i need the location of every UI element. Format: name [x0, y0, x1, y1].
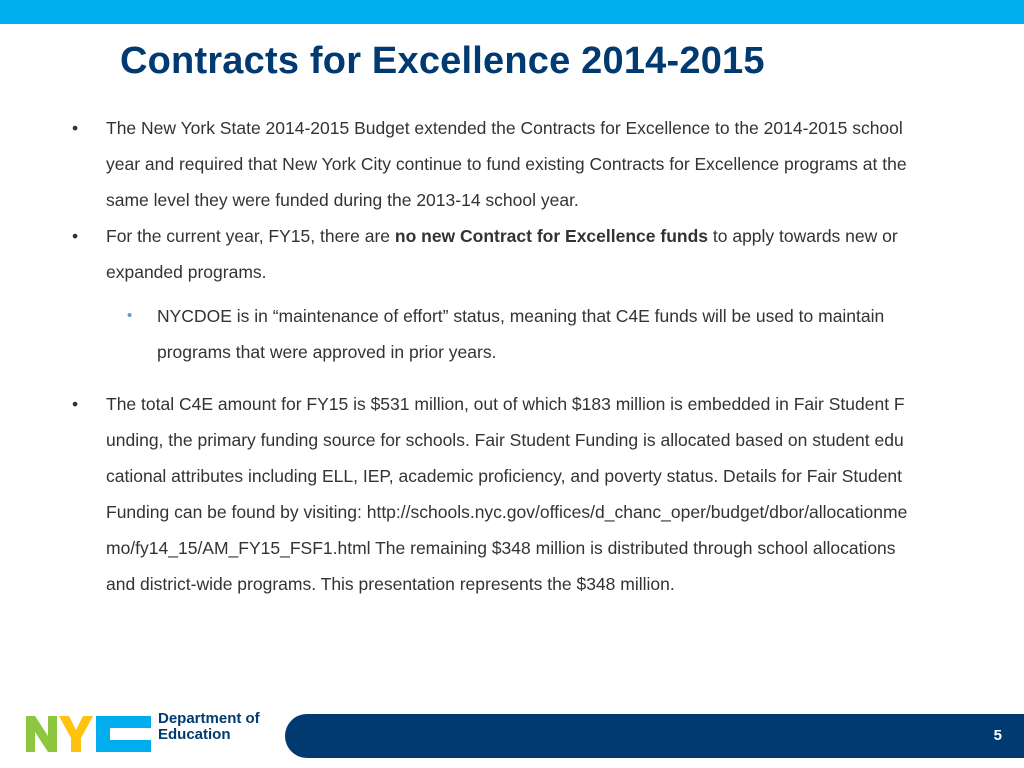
- bullet-item: [70, 386, 910, 602]
- bullet-text-end: to apply towards new or expanded programs.: [106, 226, 898, 282]
- bullet-item: [70, 218, 910, 290]
- logo-line-1: Department of: [158, 710, 260, 727]
- page-number: 5: [993, 727, 1002, 744]
- bullet-dot-icon: •: [72, 394, 79, 414]
- sub-bullet-text: NYCDOE is in “maintenance of effort” status, meaning that C4E funds will be used to maintain programs that were approved in prior years.: [157, 306, 885, 362]
- bullet-dot-icon: •: [72, 226, 79, 246]
- bullet-dot-icon: •: [72, 118, 79, 138]
- top-accent-bar: [0, 0, 1024, 24]
- logo-line-2: Education: [158, 726, 231, 743]
- sub-bullet-item: [70, 298, 910, 370]
- sub-bullet-dot-icon: •: [127, 307, 133, 324]
- slide-title: Contracts for Excellence 2014-2015: [120, 40, 765, 82]
- bullet-text: The New York State 2014-2015 Budget extended the Contracts for Excellence to the 2014-2015 school year and required that New York City continue to fund existing Contracts for Excellence programs at the same level they were funded during the 2013-14 school year.: [106, 118, 907, 210]
- bullet-text-emphasis: no new Contract for Excellence funds: [394, 226, 709, 246]
- slide-body: [70, 110, 910, 602]
- footer-bar: [285, 714, 1024, 758]
- bullet-item: [70, 110, 910, 218]
- bullet-text-start: For the current year, FY15, there are: [106, 226, 395, 246]
- logo-wordmark: [158, 711, 260, 743]
- bullet-text: The total C4E amount for FY15 is $531 million, out of which $183 million is embedded in Fair Student Funding, the primary funding source for schools. Fair Student Funding is allocated based on student educational attributes including ELL, IEP, academic proficiency, and poverty status. Details for Fair Student Funding can be found by visiting: http://schools.nyc.gov/offices/d_chanc_oper/budget/dbor/allocationmemo/fy14_15/AM_FY15_FSF1.html The remaining $348 million is distributed through school allocations and district-wide programs. This presentation represents the $348 million.: [106, 394, 908, 594]
